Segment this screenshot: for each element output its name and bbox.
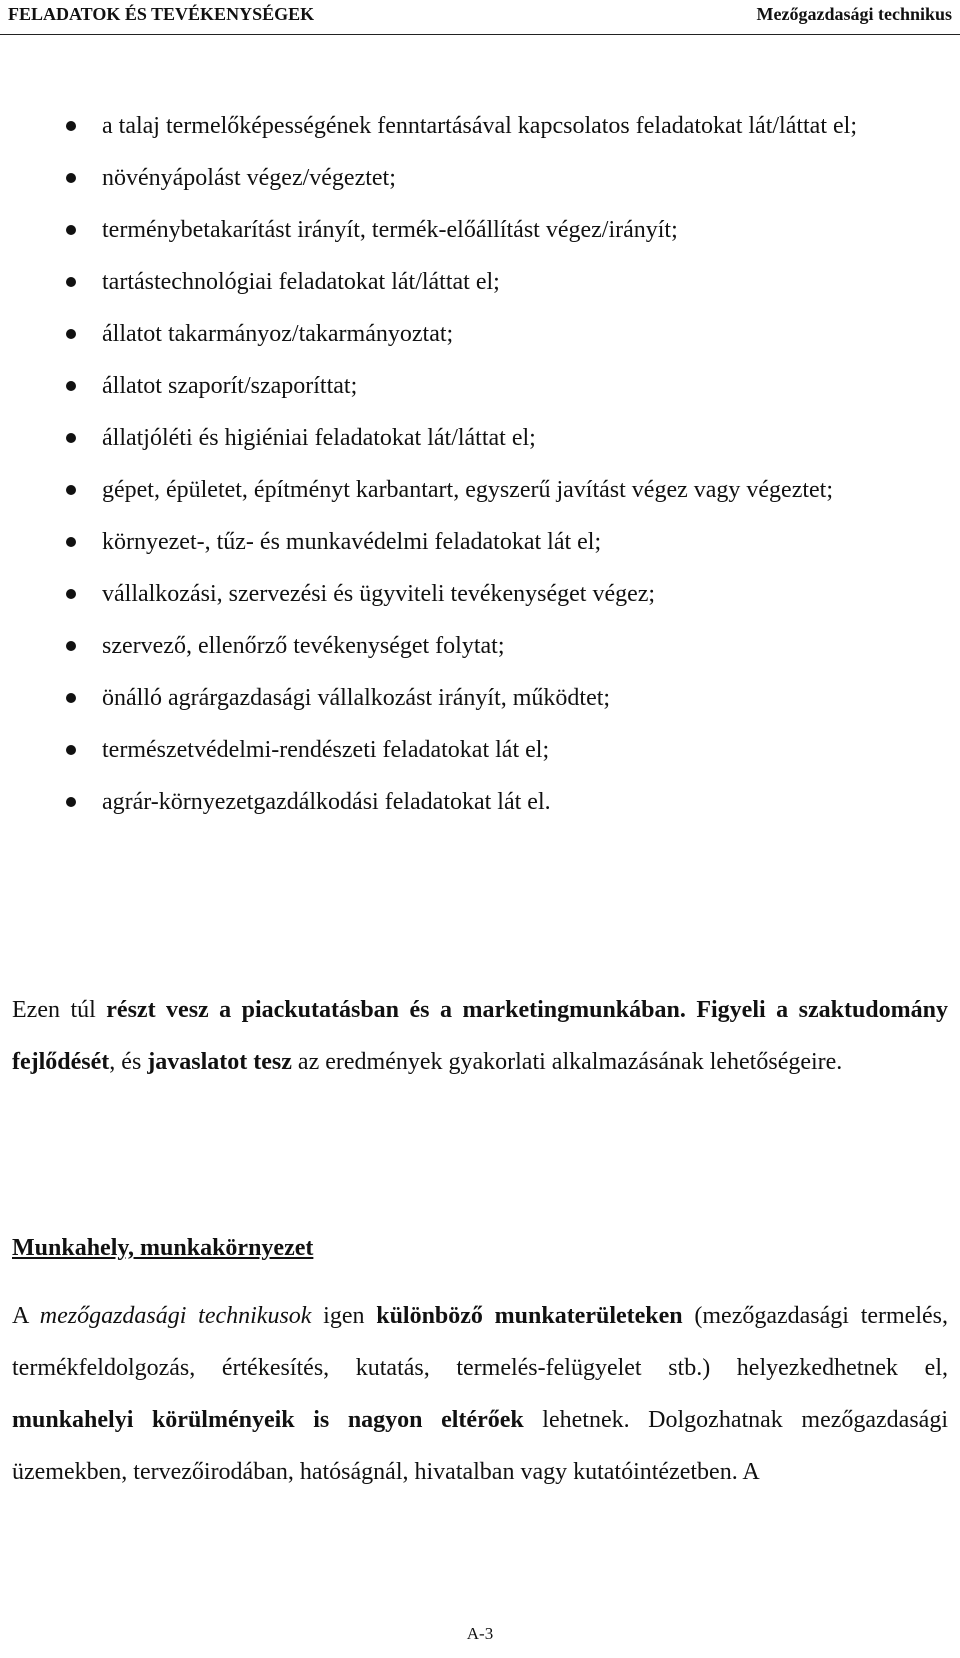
- list-item: természetvédelmi-rendészeti feladatokat lát el;: [0, 724, 960, 776]
- list-item: a talaj termelőképességének fenntartásával kapcsolatos feladatokat lát/láttat el;: [0, 100, 960, 152]
- bullet-icon: [66, 641, 76, 651]
- list-item: agrár-környezetgazdálkodási feladatokat lát el.: [0, 776, 960, 828]
- task-list: [0, 100, 960, 828]
- bullet-icon: [66, 381, 76, 391]
- list-item: terménybetakarítást irányít, termék-előállítást végez/irányít;: [0, 204, 960, 256]
- list-item: állatot takarmányoz/takarmányoztat;: [0, 308, 960, 360]
- bullet-icon: [66, 797, 76, 807]
- bullet-icon: [66, 433, 76, 443]
- list-item: környezet-, tűz- és munkavédelmi feladatokat lát el;: [0, 516, 960, 568]
- bullet-icon: [66, 589, 76, 599]
- bullet-icon: [66, 277, 76, 287]
- paragraph-market-research: Ezen túl részt vesz a piackutatásban és a marketingmunkában. Figyeli a szaktudomány fejlődését, és javaslatot tesz az eredmények gyakorlati alkalmazásának lehetőségeire.: [12, 997, 948, 1075]
- bullet-icon: [66, 745, 76, 755]
- list-item: növényápolást végez/végeztet;: [0, 152, 960, 204]
- bullet-icon: [66, 537, 76, 547]
- bullet-icon: [66, 173, 76, 183]
- list-item: szervező, ellenőrző tevékenységet folytat;: [0, 620, 960, 672]
- list-item: gépet, épületet, építményt karbantart, egyszerű javítást végez vagy végeztet;: [0, 464, 960, 516]
- list-item: tartástechnológiai feladatokat lát/láttat el;: [0, 256, 960, 308]
- bullet-icon: [66, 225, 76, 235]
- header-document-title: Mezőgazdasági technikus: [756, 4, 952, 24]
- list-item: vállalkozási, szervezési és ügyviteli tevékenységet végez;: [0, 568, 960, 620]
- header-section-title: FELADATOK ÉS TEVÉKENYSÉGEK: [8, 4, 315, 24]
- bullet-icon: [66, 121, 76, 131]
- section-heading: Munkahely, munkakörnyezet: [12, 1235, 314, 1261]
- list-item: állatot szaporít/szaporíttat;: [0, 360, 960, 412]
- bullet-icon: [66, 693, 76, 703]
- bullet-icon: [66, 329, 76, 339]
- list-item: állatjóléti és higiéniai feladatokat lát/láttat el;: [0, 412, 960, 464]
- page-number: A-3: [466, 1624, 494, 1643]
- list-item: önálló agrárgazdasági vállalkozást irányít, működtet;: [0, 672, 960, 724]
- paragraph-workplace: A mezőgazdasági technikusok igen különböző munkaterületeken (mezőgazdasági termelés, termékfeldolgozás, értékesítés, kutatás, termelés-felügyelet stb.) helyezkedhetnek el, munkahelyi körülményeik is nagyon eltérőek lehetnek. Dolgozhatnak mezőgazdasági üzemekben, tervezőirodában, hatóságnál, hivatalban vagy kutatóintézetben. A: [12, 1303, 948, 1485]
- bullet-icon: [66, 485, 76, 495]
- page-header: [0, 0, 960, 35]
